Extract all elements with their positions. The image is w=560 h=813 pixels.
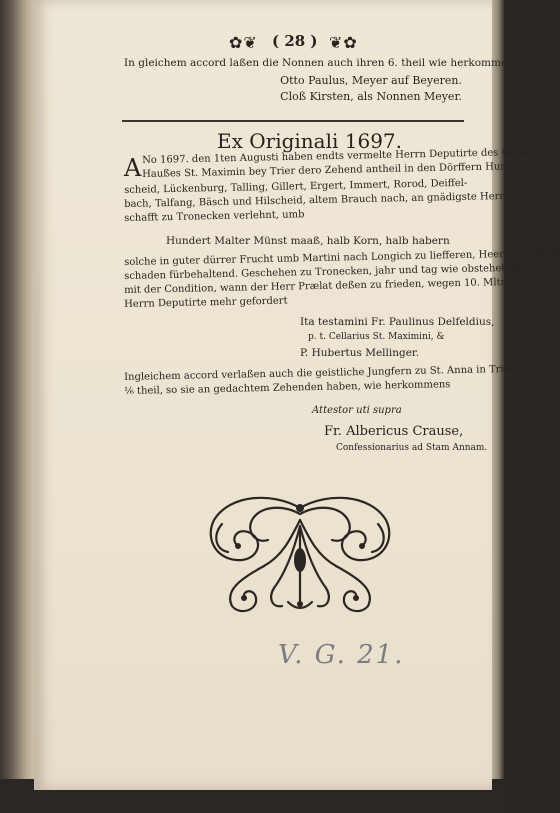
paragraph-line: Haußes St. Maximin bey Trier dero Zehend antheil in den Dörffern Hur- [142, 161, 509, 180]
paragraph-line: scheid, Lückenburg, Talling, Gillert, Ergert, Immert, Rorod, Deiffel- [124, 177, 468, 196]
woodcut-ornament-icon [202, 490, 398, 618]
attest-name: Fr. Albericus Crause, [324, 424, 464, 439]
paragraph-line: ⅙ theil, so sie an gedachtem Zehenden haben, wie herkommens [124, 379, 451, 397]
page-edge [490, 0, 504, 813]
book-binding [0, 0, 38, 813]
paragraph-line: schaden fürbehaltend. Geschehen zu Tronecken, jahr und tag wie obstehet, doch [124, 262, 537, 282]
paragraph-line: Ingleichem accord verlaßen auch die geistliche Jungfern zu St. Anna in Trier Ihr [124, 363, 533, 383]
paragraph-line: solche in guter dürrer Frucht umb Martini nach Longich zu liefferen, Heer und Hagel [124, 247, 560, 268]
drop-cap: A [124, 154, 142, 182]
amount-line: Hundert Malter Münst maaß, halb Korn, halb habern [166, 235, 450, 247]
document-page [34, 0, 560, 790]
attest-role: Confessionarius ad Stam Annam. [336, 443, 488, 453]
signer-otto-paulus: Otto Paulus, Meyer auf Beyeren. [280, 74, 462, 87]
attest-label: Attestor uti supra [312, 405, 402, 416]
witness-line-2: p. t. Cellarius St. Maximini, & [308, 332, 445, 342]
paragraph-line: mit der Condition, wann der Herr Prælat deßen zu frieden, wegen 10. Mltr. so die [124, 276, 541, 296]
header-ornament-left-icon: ✿❦ [229, 33, 258, 52]
paragraph-line: No 1697. den 1ten Augusti haben endts vermelte Herrn Deputirte des Gottes [142, 146, 535, 166]
witness-line-1: Ita testamini Fr. Paulinus Delfeldius, [300, 316, 495, 328]
header-ornament-right-icon: ❦✿ [329, 33, 358, 52]
page-number: ( 28 ) [272, 32, 318, 50]
document-title: Ex Originali 1697. [217, 129, 402, 153]
paragraph-line: bach, Talfang, Bäsch und Hilscheid, altem Brauch nach, an gnädigste Herr- [124, 190, 508, 210]
witness-line-3: P. Hubertus Mellinger. [300, 347, 420, 359]
separator-rule [122, 120, 464, 122]
pencil-shelfmark: V. G. 21. [278, 640, 405, 670]
signer-closs-kirsten: Cloß Kirsten, als Nonnen Meyer. [280, 90, 462, 103]
paragraph-line: Herrn Deputirte mehr gefordert [124, 295, 288, 310]
paragraph-line: schafft zu Tronecken verlehnt, umb [124, 209, 305, 224]
header-line: In gleichem accord laßen die Nonnen auch ihren 6. theil wie herkommens [124, 57, 520, 69]
